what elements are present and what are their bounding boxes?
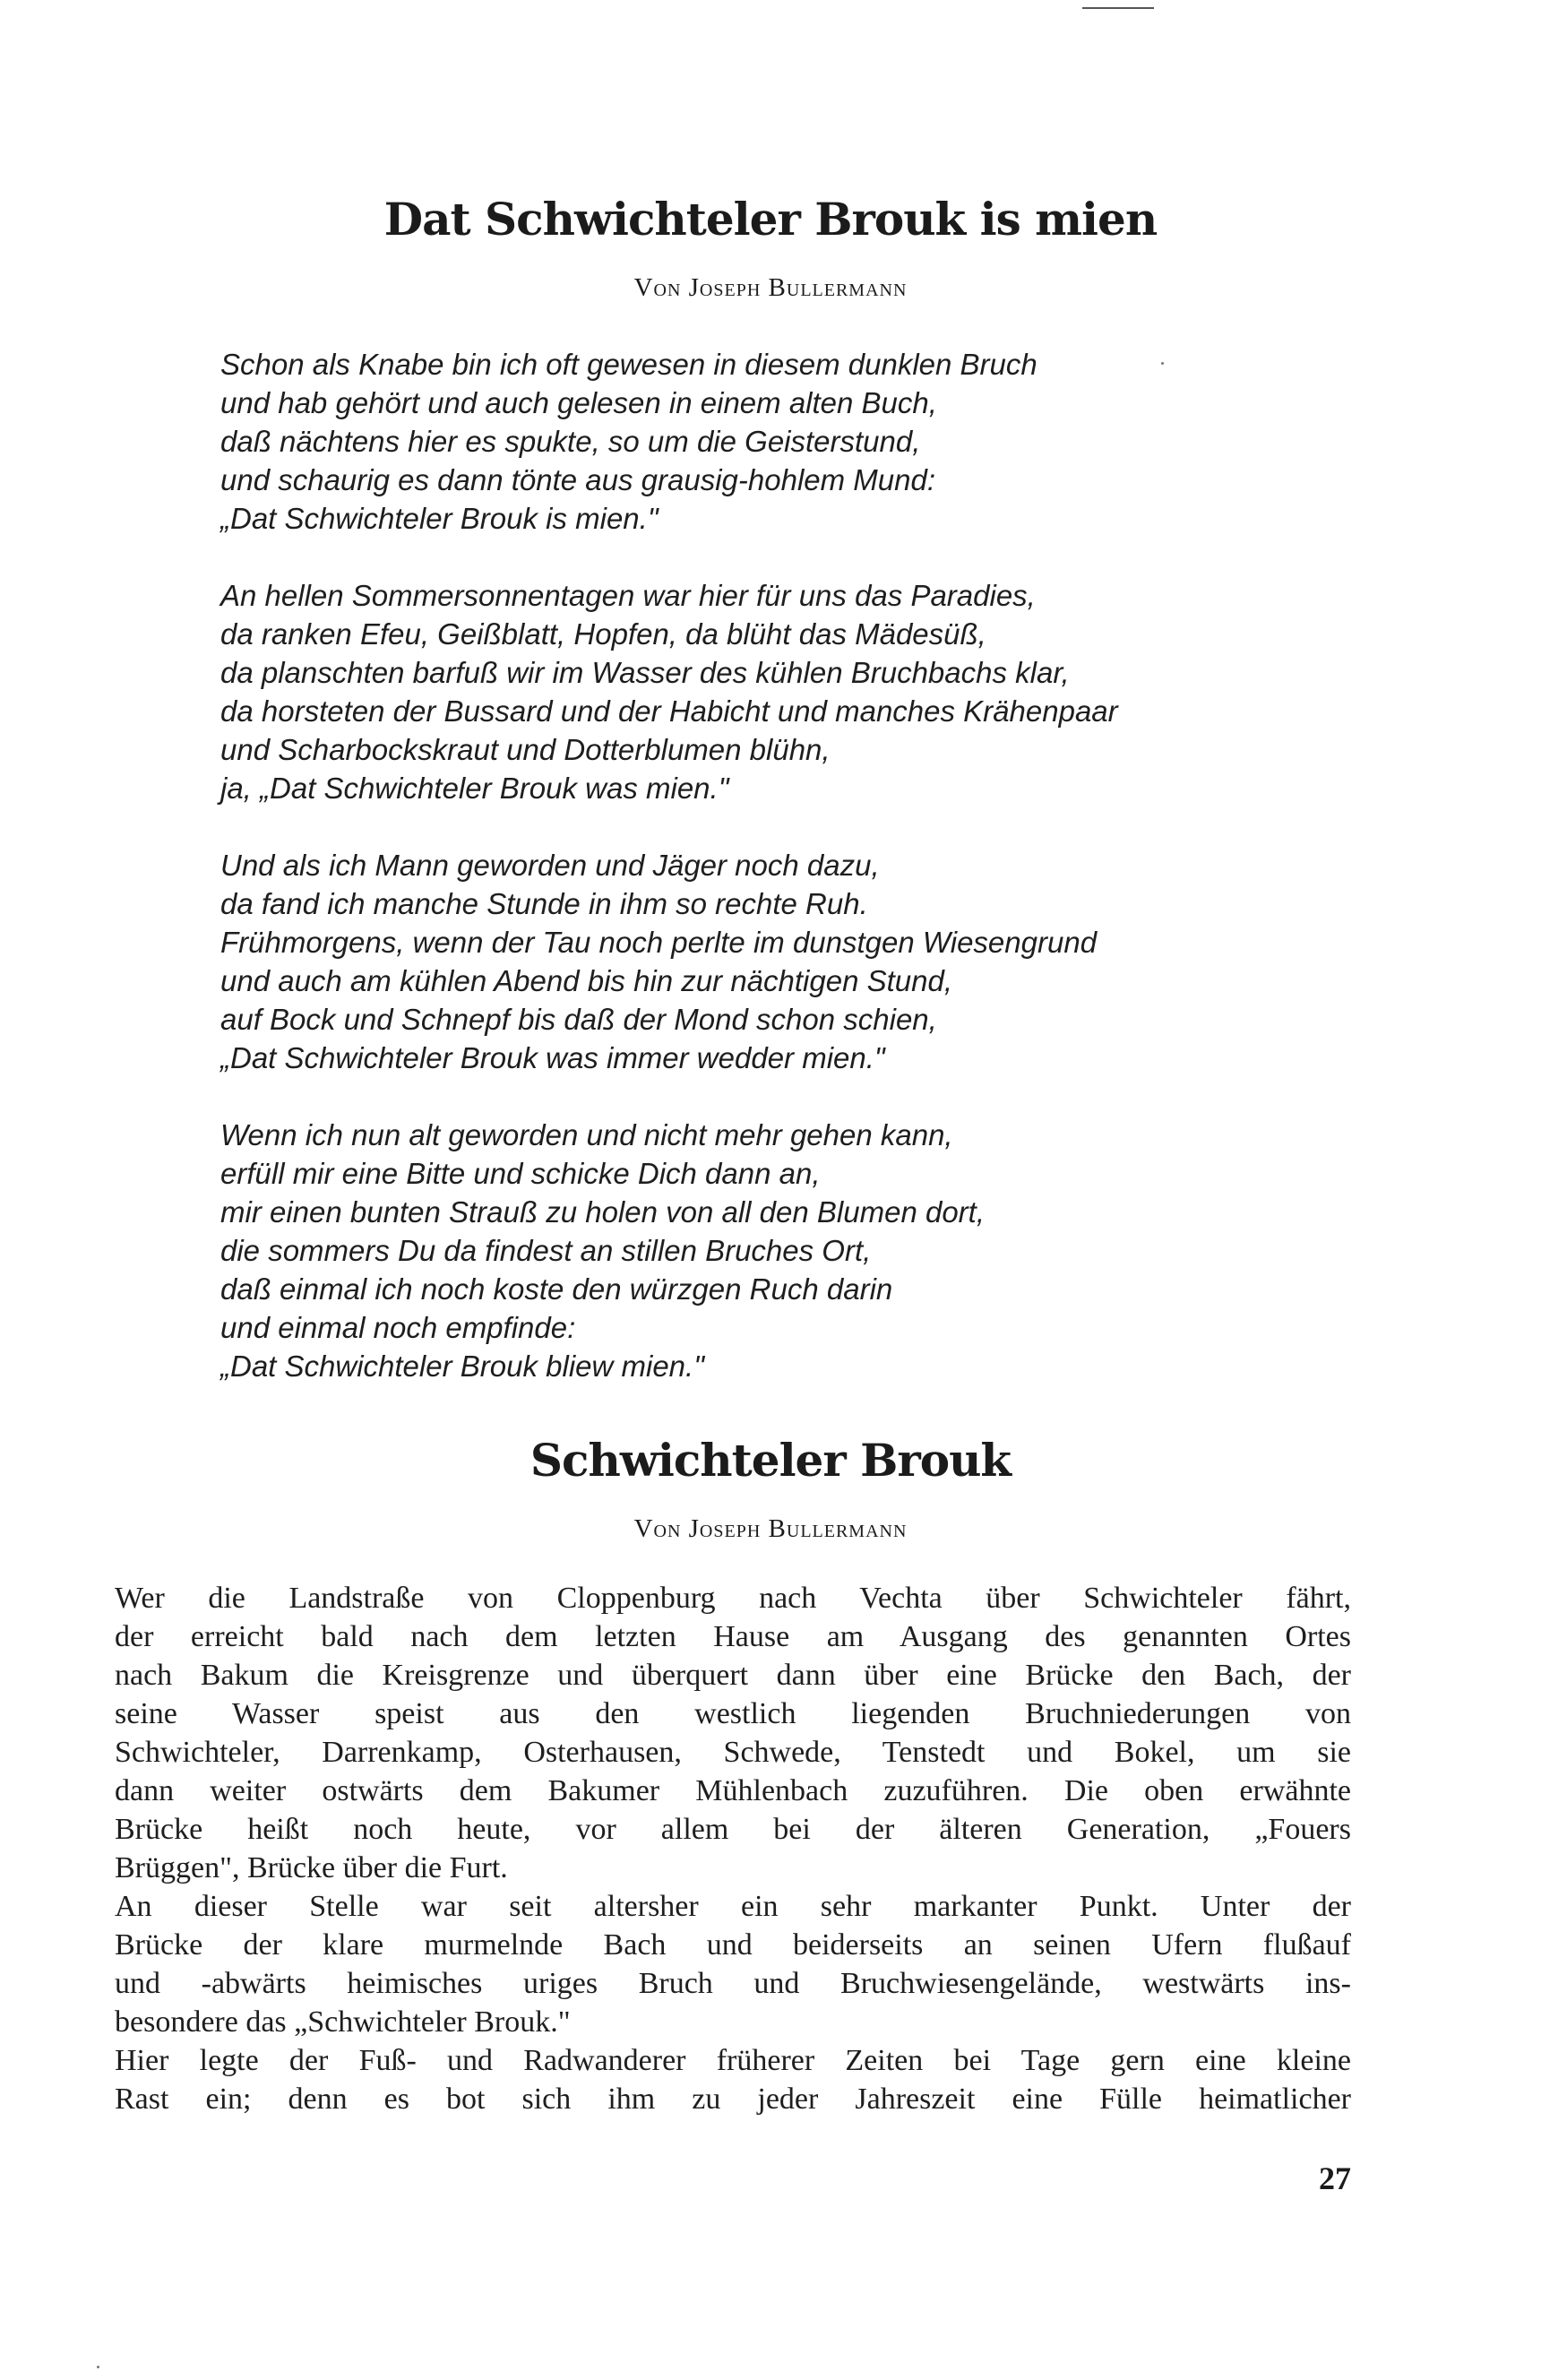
verse-line: da horsteten der Bussard und der Habicht und manches Krähenpaar	[220, 694, 1118, 728]
verse-line: ja, „Dat Schwichteler Brouk was mien."	[220, 772, 729, 805]
page-number: 27	[1319, 2160, 1351, 2196]
verse-line: daß einmal ich noch koste den würzgen Ruch darin	[220, 1272, 893, 1306]
poem-byline: Von Joseph Bullermann	[633, 273, 908, 302]
verse-line: „Dat Schwichteler Brouk is mien."	[220, 502, 659, 535]
verse-line: die sommers Du da findest an stillen Bruches Ort,	[220, 1234, 872, 1267]
prose-line: und -abwärts heimisches uriges Bruch und Bruchwiesengelände, westwärts ins-	[115, 1967, 1351, 2000]
verse-line: da planschten barfuß wir im Wasser des kühlen Bruchbachs klar,	[220, 656, 1070, 689]
prose-line: Brücke heißt noch heute, vor allem bei der älteren Generation, „Fouers	[115, 1813, 1351, 1846]
verse-line: da fand ich manche Stunde in ihm so rechte Ruh.	[220, 887, 868, 920]
prose-line: An dieser Stelle war seit altersher ein sehr markanter Punkt. Unter der	[115, 1890, 1351, 1923]
verse-line: Frühmorgens, wenn der Tau noch perlte im dunstgen Wiesengrund	[220, 926, 1098, 959]
print-speck	[97, 2366, 99, 2368]
prose-line: seine Wasser speist aus den westlich liegenden Bruchniederungen von	[115, 1697, 1351, 1730]
stanza	[220, 846, 1385, 1077]
paragraph	[115, 1579, 1351, 1887]
poem	[220, 345, 1385, 1385]
verse-line: „Dat Schwichteler Brouk bliew mien."	[220, 1350, 704, 1383]
stanza	[220, 576, 1385, 807]
verse-line: und Scharbockskraut und Dotterblumen blühn,	[220, 733, 831, 766]
verse-line: daß nächtens hier es spukte, so um die Geisterstund,	[220, 425, 921, 458]
verse-line: mir einen bunten Strauß zu holen von all den Blumen dort,	[220, 1195, 986, 1229]
verse-line: und schaurig es dann tönte aus grausig-hohlem Mund:	[220, 463, 936, 496]
prose-line: Rast ein; denn es bot sich ihm zu jeder Jahreszeit eine Fülle heimatlicher	[115, 2082, 1351, 2116]
poem-title: Dat Schwichteler Brouk is mien	[383, 193, 1158, 246]
verse-line: da ranken Efeu, Geißblatt, Hopfen, da blüht das Mädesüß,	[220, 617, 986, 651]
verse-line: und einmal noch empfinde:	[220, 1311, 576, 1344]
verse-line: und auch am kühlen Abend bis hin zur nächtigen Stund,	[220, 964, 953, 997]
prose-line: Hier legte der Fuß- und Radwanderer früherer Zeiten bei Tage gern eine kleine	[115, 2044, 1351, 2077]
prose-byline: Von Joseph Bullermann	[633, 1514, 908, 1543]
paragraph	[115, 1887, 1351, 2041]
prose-line: Schwichteler, Darrenkamp, Osterhausen, Schwede, Tenstedt und Bokel, um sie	[115, 1736, 1351, 1769]
prose-line: Brüggen", Brücke über die Furt.	[115, 1851, 508, 1884]
top-rule	[1082, 7, 1154, 9]
stanza	[220, 345, 1385, 538]
prose-line: Brücke der klare murmelnde Bach und beiderseits an seinen Ufern flußauf	[115, 1928, 1351, 1962]
verse-line: An hellen Sommersonnentagen war hier für uns das Paradies,	[220, 579, 1036, 612]
prose-line: besondere das „Schwichteler Brouk."	[115, 2005, 571, 2039]
verse-line: „Dat Schwichteler Brouk was immer wedder mien."	[220, 1041, 885, 1074]
prose-line: der erreicht bald nach dem letzten Hause am Ausgang des genannten Ortes	[115, 1620, 1351, 1653]
prose-line: Wer die Landstraße von Cloppenburg nach Vechta über Schwichteler fährt,	[115, 1582, 1351, 1615]
stanza	[220, 1116, 1385, 1385]
verse-line: und hab gehört und auch gelesen in einem alten Buch,	[220, 386, 937, 419]
print-speck	[1161, 362, 1164, 365]
verse-line: auf Bock und Schnepf bis daß der Mond schon schien,	[220, 1003, 937, 1036]
verse-line: Und als ich Mann geworden und Jäger noch dazu,	[220, 849, 880, 882]
verse-line: Wenn ich nun alt geworden und nicht mehr gehen kann,	[220, 1118, 953, 1151]
prose-line: nach Bakum die Kreisgrenze und überquert dann über eine Brücke den Bach, der	[115, 1659, 1351, 1692]
prose-body	[115, 1579, 1351, 2118]
prose-title: Schwichteler Brouk	[529, 1434, 1012, 1487]
paragraph	[115, 2041, 1351, 2118]
prose-line: dann weiter ostwärts dem Bakumer Mühlenbach zuzuführen. Die oben erwähnte	[115, 1774, 1351, 1807]
verse-line: Schon als Knabe bin ich oft gewesen in diesem dunklen Bruch	[220, 348, 1037, 381]
verse-line: erfüll mir eine Bitte und schicke Dich dann an,	[220, 1157, 821, 1190]
